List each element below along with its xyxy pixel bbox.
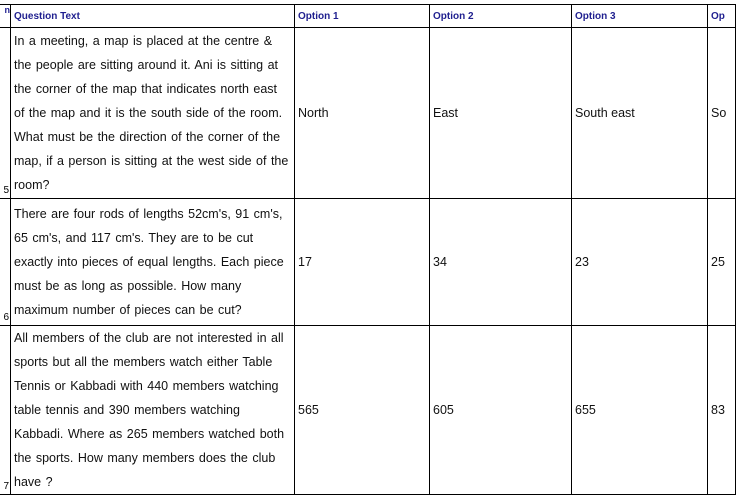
option-1-cell: North (295, 28, 430, 199)
option-2-cell: East (430, 28, 572, 199)
question-text: There are four rods of lengths 52cm's, 91 cm's, 65 cm's, and 117 cm's. They are to be cut exactly into pieces of equal lengths. Each piece must be as long as possible. How many maximum number of pieces can be cut? (11, 199, 295, 326)
option-4-cell: 83 (708, 326, 736, 495)
option-1-cell: 565 (295, 326, 430, 495)
option-3-cell: 23 (572, 199, 708, 326)
option-3-cell: South east (572, 28, 708, 199)
option-4-cell: So (708, 28, 736, 199)
option-3-cell: 655 (572, 326, 708, 495)
header-row (0, 5, 736, 28)
header-option-4: Op (708, 5, 736, 28)
row-number: 6 (0, 199, 11, 326)
header-number: n (0, 5, 11, 28)
header-option-1: Option 1 (295, 5, 430, 28)
option-2-cell: 34 (430, 199, 572, 326)
option-4-cell: 25 (708, 199, 736, 326)
question-text: In a meeting, a map is placed at the centre & the people are sitting around it. Ani is sitting at the corner of the map that indicates north east of the map and it is the south side of the room. What must be the direction of the corner of the map, if a person is sitting at the west side of the room? (11, 28, 295, 199)
question-text: All members of the club are not interested in all sports but all the members watch either Table Tennis or Kabbadi with 440 members watching table tennis and 390 members watching Kabbadi. Where as 265 members watched both the sports. How many members does the club have ? (11, 326, 295, 495)
table-row (0, 28, 736, 199)
option-1-cell: 17 (295, 199, 430, 326)
questions-table (0, 4, 736, 495)
table-row (0, 199, 736, 326)
header-question-text: Question Text (11, 5, 295, 28)
table-row (0, 326, 736, 495)
row-number: 5 (0, 28, 11, 199)
header-option-3: Option 3 (572, 5, 708, 28)
header-option-2: Option 2 (430, 5, 572, 28)
question-sheet (0, 4, 735, 491)
option-2-cell: 605 (430, 326, 572, 495)
row-number: 7 (0, 326, 11, 495)
